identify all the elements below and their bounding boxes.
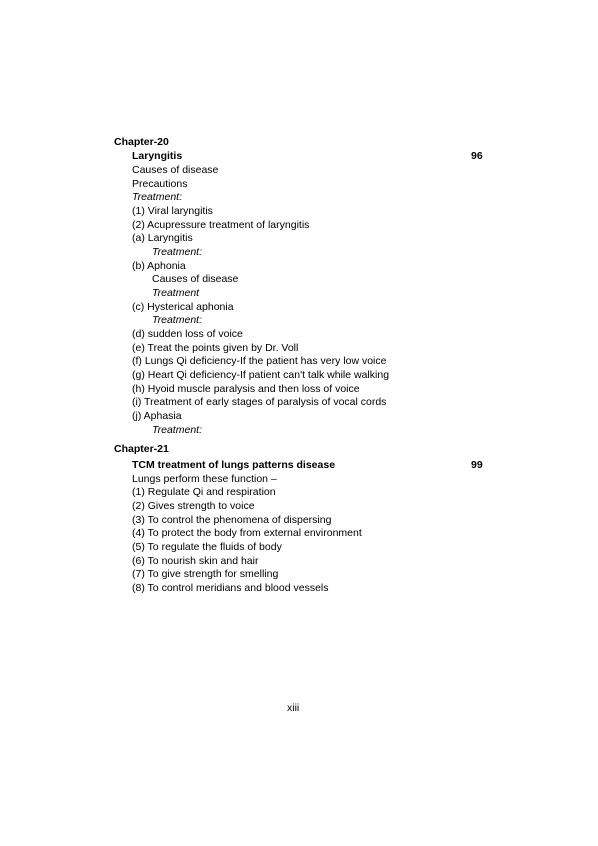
toc-entry: (1) Regulate Qi and respiration [132,486,276,498]
toc-entry: (f) Lungs Qi deficiency-If the patient has very low voice [132,355,387,367]
toc-entry: (h) Hyoid muscle paralysis and then loss of voice [132,383,360,395]
toc-entry: (4) To protect the body from external environment [132,527,362,539]
toc-entry: (5) To regulate the fluids of body [132,541,282,553]
toc-entry: Lungs perform these function – [132,473,277,485]
toc-entry: (g) Heart Qi deficiency-If patient can't talk while walking [132,369,390,381]
chapter-20-title: Laryngitis [132,150,183,162]
toc-entry: Treatment: [152,246,202,258]
toc-entry: (1) Viral laryngitis [132,205,213,217]
toc-entry: (7) To give strength for smelling [132,568,279,580]
toc-entry: (j) Aphasia [132,410,182,422]
toc-entry: (a) Laryngitis [132,232,193,244]
toc-entry: Causes of disease [132,164,219,176]
toc-entry: Treatment: [152,314,202,326]
toc-entry: Treatment [152,287,200,299]
chapter-21-page-number: 99 [471,459,483,471]
toc-entry: (6) To nourish skin and hair [132,555,259,567]
toc-entry: (3) To control the phenomena of dispersing [132,514,332,526]
toc-entry: (i) Treatment of early stages of paralysis of vocal cords [132,396,387,408]
toc-entry: (b) Aphonia [132,260,186,272]
toc-entry: (d) sudden loss of voice [132,328,243,340]
chapter-20-heading: Chapter-20 [114,136,169,148]
toc-entry: (c) Hysterical aphonia [132,301,234,313]
chapter-21-title: TCM treatment of lungs patterns disease [132,459,336,471]
toc-entry: (2) Acupressure treatment of laryngitis [132,219,310,231]
toc-entry: (e) Treat the points given by Dr. Voll [132,342,299,354]
chapter-21-heading: Chapter-21 [114,443,169,455]
toc-entry: Treatment: [132,191,182,203]
page-footer-number: xiii [287,702,300,714]
toc-entry: (8) To control meridians and blood vessels [132,582,329,594]
chapter-20-page-number: 96 [471,150,483,162]
toc-entry: Causes of disease [152,273,239,285]
toc-entry: Precautions [132,178,188,190]
toc-entry: Treatment: [152,424,202,436]
toc-entry: (2) Gives strength to voice [132,500,255,512]
